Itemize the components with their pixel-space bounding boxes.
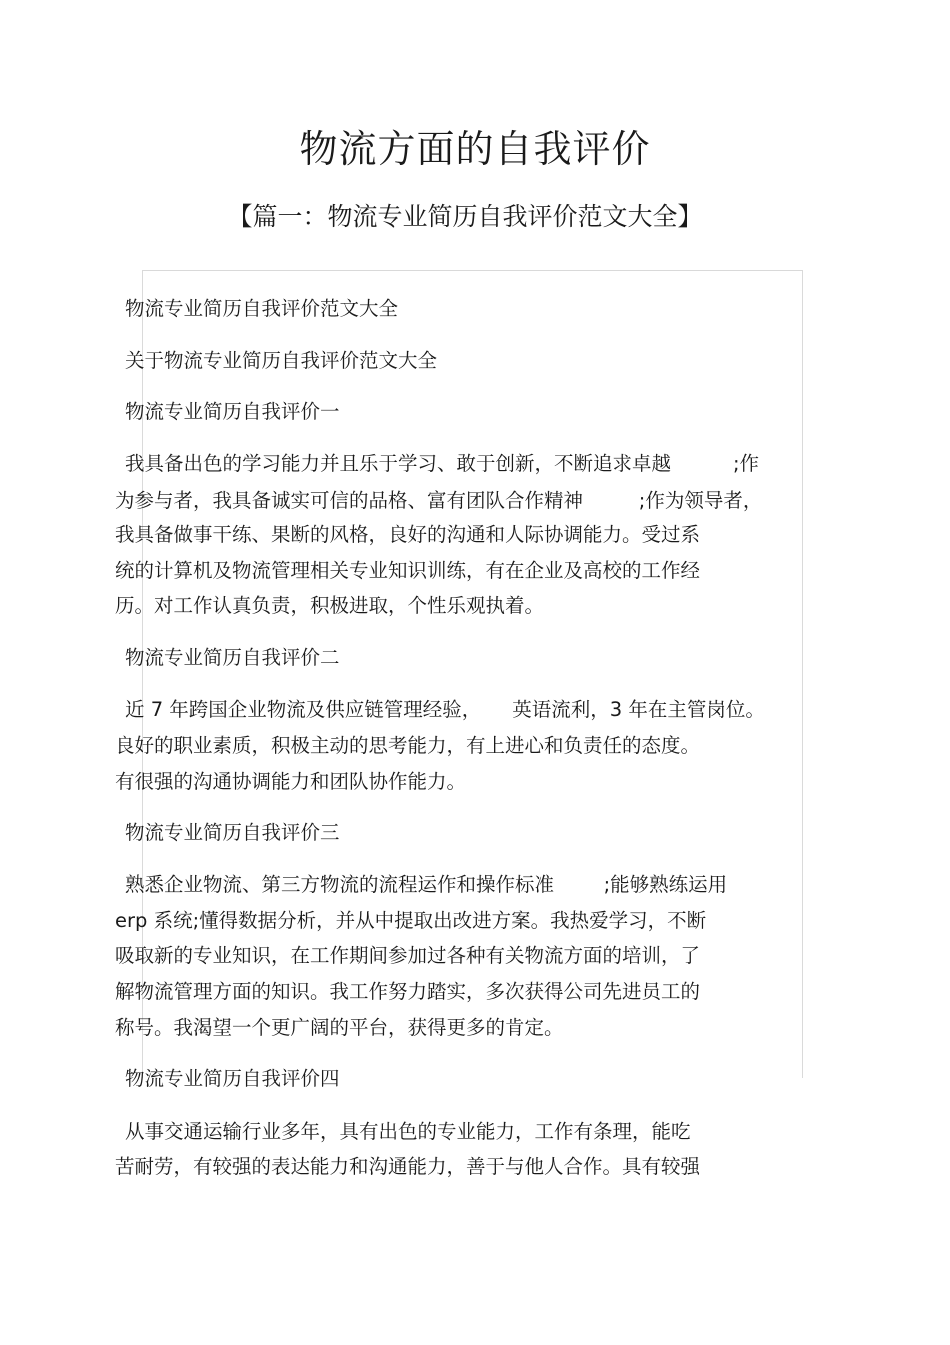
paragraph-line: 有很强的沟通协调能力和团队协作能力。: [115, 770, 467, 793]
paragraph-line: 解物流管理方面的知识。我工作努力踏实，多次获得公司先进员工的: [115, 980, 701, 1003]
paragraph-line: 称号。我渴望一个更广阔的平台，获得更多的肯定。: [115, 1016, 564, 1039]
section-heading: 物流专业简历自我评价二: [125, 646, 340, 669]
section-heading: 物流专业简历自我评价四: [125, 1067, 340, 1090]
document-subtitle: 【篇一：物流专业简历自我评价范文大全】: [227, 202, 703, 231]
section-heading: 物流专业简历自我评价三: [125, 821, 340, 844]
paragraph-line: 我具备做事干练、果断的风格，良好的沟通和人际协调能力。受过系: [115, 523, 701, 546]
paragraph-line: 从事交通运输行业多年，具有出色的专业能力，工作有条理，能吃: [125, 1120, 691, 1143]
section-heading: 关于物流专业简历自我评价范文大全: [125, 349, 438, 372]
paragraph-line: 我具备出色的学习能力并且乐于学习、敢于创新，不断追求卓越 ;作: [125, 452, 760, 475]
paragraph-line: 统的计算机及物流管理相关专业知识训练，有在企业及高校的工作经: [115, 559, 701, 582]
paragraph-line: 历。对工作认真负责，积极进取，个性乐观执着。: [115, 594, 545, 617]
paragraph-line: 为参与者，我具备诚实可信的品格、富有团队合作精神 ;作为领导者，: [115, 489, 763, 512]
document-title: 物流方面的自我评价: [299, 127, 651, 171]
section-heading: 物流专业简历自我评价一: [125, 400, 340, 423]
section-heading: 物流专业简历自我评价范文大全: [125, 297, 399, 320]
paragraph-line: erp 系统;懂得数据分析，并从中提取出改进方案。我热爱学习，不断: [115, 909, 707, 932]
paragraph-line: 良好的职业素质，积极主动的思考能力，有上进心和负责任的态度。: [115, 734, 701, 757]
paragraph-line: 苦耐劳，有较强的表达能力和沟通能力，善于与他人合作。具有较强: [115, 1155, 701, 1178]
paragraph-line: 近 7 年跨国企业物流及供应链管理经验， 英语流利，3 年在主管岗位。: [125, 698, 765, 721]
paragraph-line: 吸取新的专业知识，在工作期间参加过各种有关物流方面的培训，了: [115, 944, 701, 967]
paragraph-line: 熟悉企业物流、第三方物流的流程运作和操作标准 ;能够熟练运用: [125, 873, 728, 896]
